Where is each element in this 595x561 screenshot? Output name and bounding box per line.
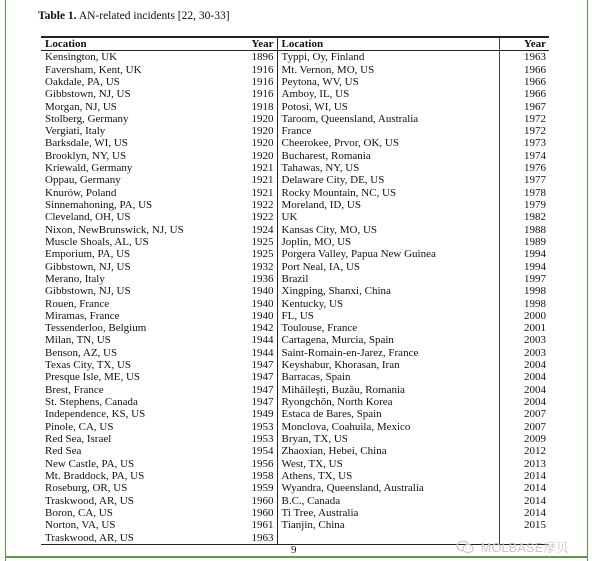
cell-year-left: 1942 <box>251 322 274 335</box>
table-row <box>41 150 549 162</box>
cell-year-left: 1896 <box>251 51 274 64</box>
cell-year-right: 1967 <box>499 101 549 113</box>
cell-year-right: 1994 <box>499 248 549 260</box>
cell-year-left: 1918 <box>251 100 274 113</box>
cell-location-left: Norton, VA, US <box>45 519 116 532</box>
table-row <box>41 248 549 260</box>
cell-year-right: 1972 <box>499 125 549 137</box>
cell-year-right: 1963 <box>499 51 549 64</box>
cell-year-right: 1976 <box>499 162 549 174</box>
cell-location-left: Nixon, NewBrunswick, NJ, US <box>45 223 184 236</box>
cell-year-left: 1947 <box>251 396 274 409</box>
cell-year-left: 1947 <box>251 359 274 372</box>
page-number: 9 <box>291 544 297 556</box>
table-row <box>41 347 549 359</box>
cell-location-right: Wyandra, Queensland, Australia <box>277 482 499 494</box>
cell-location-left: Morgan, NJ, US <box>45 100 117 113</box>
cell-location-left: Rouen, France <box>45 297 110 310</box>
cell-location-left: Mt. Braddock, PA, US <box>45 469 145 482</box>
cell-year-left: 1920 <box>251 149 274 162</box>
table-row <box>41 298 549 310</box>
cell-location-right: Tahawas, NY, US <box>277 162 499 174</box>
cell-location-right: West, TX, US <box>277 458 499 470</box>
cell-year-left: 1960 <box>251 494 274 507</box>
table-row <box>41 507 549 519</box>
table-row <box>41 162 549 174</box>
cell-location-left: Stolberg, Germany <box>45 112 129 125</box>
cell-year-left: 1936 <box>251 272 274 285</box>
cell-location-right: Kansas City, MO, US <box>277 224 499 236</box>
cell-year-right: 2003 <box>499 334 549 346</box>
cell-location-left: Boron, CA, US <box>45 506 113 519</box>
cell-year-right: 1988 <box>499 224 549 236</box>
cell-location-left: Emporium, PA, US <box>45 248 131 261</box>
cell-location-left: Brest, France <box>45 383 104 396</box>
table-row <box>41 88 549 100</box>
cell-location-left: St. Stephens, Canada <box>45 396 138 409</box>
cell-location-left: Milan, TN, US <box>45 334 111 347</box>
cell-location-left: Miramas, France <box>45 309 120 322</box>
table-row <box>41 174 549 186</box>
cell-location-right: Saint-Romain-en-Jarez, France <box>277 347 499 359</box>
cell-year-left: 1963 <box>251 531 274 544</box>
cell-location-left: Presque Isle, ME, US <box>45 371 141 384</box>
cell-location-left: Tessenderloo, Belgium <box>45 322 147 335</box>
cell-year-right: 1973 <box>499 137 549 149</box>
cell-location-right: FL, US <box>277 310 499 322</box>
cell-location-right: Cartagena, Murcia, Spain <box>277 334 499 346</box>
cell-location-left: Gibbstown, NJ, US <box>45 260 131 273</box>
cell-year-left: 1921 <box>251 186 274 199</box>
cell-year-right: 2004 <box>499 371 549 383</box>
table-row <box>41 334 549 346</box>
table-row <box>41 408 549 420</box>
cell-location-left: Independence, KS, US <box>45 408 146 421</box>
cell-location-right: Monclova, Coahuila, Mexico <box>277 421 499 433</box>
cell-year-left: 1949 <box>251 408 274 421</box>
cell-location-right: Toulouse, France <box>277 322 499 334</box>
cell-location-right: Ryongchŏn, North Korea <box>277 396 499 408</box>
cell-year-left: 1920 <box>251 137 274 150</box>
table-row <box>41 445 549 457</box>
cell-year-right: 2014 <box>499 507 549 519</box>
cell-location-right: Barracas, Spain <box>277 371 499 383</box>
cell-location-right: Porgera Valley, Papua New Guinea <box>277 248 499 260</box>
cell-year-right: 2003 <box>499 347 549 359</box>
cell-location-left: Oppau, Germany <box>45 174 121 187</box>
cell-year-right: 2014 <box>499 470 549 482</box>
table-row <box>41 113 549 125</box>
cell-location-right: Athens, TX, US <box>277 470 499 482</box>
table-row <box>41 51 549 64</box>
cell-year-left: 1921 <box>251 162 274 175</box>
cell-year-left: 1940 <box>251 297 274 310</box>
cell-location-left: Barksdale, WI, US <box>45 137 128 150</box>
cell-location-left: Brooklyn, NY, US <box>45 149 127 162</box>
cell-location-left: Traskwood, AR, US <box>45 494 134 507</box>
cell-location-left: Roseburg, OR, US <box>45 482 128 495</box>
cell-location-right: Xingping, Shanxi, China <box>277 285 499 297</box>
cell-location-left: Vergiati, Italy <box>45 125 106 138</box>
cell-year-left: 1953 <box>251 420 274 433</box>
cell-year-left: 1916 <box>251 75 274 88</box>
cell-year-left: 1921 <box>251 174 274 187</box>
table-row <box>41 482 549 494</box>
cell-location-right: France <box>277 125 499 137</box>
header-location-right: Location <box>277 37 499 51</box>
cell-location-left: Gibbstown, NJ, US <box>45 88 131 101</box>
cell-year-right: 1977 <box>499 174 549 186</box>
table-row <box>41 261 549 273</box>
cell-year-left: 1944 <box>251 346 274 359</box>
table-row <box>41 495 549 507</box>
cell-year-left: 1925 <box>251 248 274 261</box>
table-row <box>41 64 549 76</box>
cell-location-left: Red Sea <box>45 445 82 458</box>
cell-location-left: Kensington, UK <box>45 51 118 64</box>
cell-year-right: 1998 <box>499 298 549 310</box>
cell-location-right: Tianjin, China <box>277 519 499 531</box>
cell-location-left: Sinnemahoning, PA, US <box>45 199 153 212</box>
table-row <box>41 458 549 470</box>
cell-year-right: 2000 <box>499 310 549 322</box>
cell-year-right: 2004 <box>499 359 549 371</box>
cell-year-right: 2007 <box>499 421 549 433</box>
cell-year-left: 1958 <box>251 469 274 482</box>
cell-year-right: 2014 <box>499 495 549 507</box>
cell-year-left: 1960 <box>251 506 274 519</box>
cell-location-left: Cleveland, OH, US <box>45 211 131 224</box>
table-row <box>41 101 549 113</box>
table-row <box>41 470 549 482</box>
cell-year-left: 1944 <box>251 334 274 347</box>
cell-location-left: Faversham, Kent, UK <box>45 63 142 76</box>
cell-year-right: 1974 <box>499 150 549 162</box>
chat-bubble-icon <box>456 540 474 557</box>
cell-location-left: Benson, AZ, US <box>45 346 118 359</box>
cell-year-left: 1940 <box>251 285 274 298</box>
table-row <box>41 224 549 236</box>
header-year-left: Year <box>251 38 274 50</box>
cell-year-left: 1924 <box>251 223 274 236</box>
cell-location-right: Port Neal, IA, US <box>277 261 499 273</box>
table-row <box>41 396 549 408</box>
table-row <box>41 519 549 531</box>
cell-location-right: Zhaoxian, Hebei, China <box>277 445 499 457</box>
table-row <box>41 322 549 334</box>
cell-location-right: Brazil <box>277 273 499 285</box>
cell-year-left: 1947 <box>251 383 274 396</box>
cell-year-right: 2013 <box>499 458 549 470</box>
cell-year-right: 1979 <box>499 199 549 211</box>
cell-location-right: Ti Tree, Australia <box>277 507 499 519</box>
cell-year-right: 1989 <box>499 236 549 248</box>
cell-year-left: 1920 <box>251 112 274 125</box>
cell-location-right: Kentucky, US <box>277 298 499 310</box>
caption-text: AN-related incidents [22, 30-33] <box>78 10 230 22</box>
cell-year-right: 1982 <box>499 211 549 223</box>
cell-year-right: 1994 <box>499 261 549 273</box>
cell-year-right: 2012 <box>499 445 549 457</box>
cell-year-left: 1922 <box>251 199 274 212</box>
cell-location-right: Estaca de Bares, Spain <box>277 408 499 420</box>
cell-location-left: Texas City, TX, US <box>45 359 132 372</box>
cell-year-left: 1940 <box>251 309 274 322</box>
table-row <box>41 137 549 149</box>
header-location-left: Location <box>45 38 87 50</box>
cell-location-left: Gibbstown, NJ, US <box>45 285 131 298</box>
cell-year-right: 1998 <box>499 285 549 297</box>
watermark-text: MOLBASE摩贝 <box>480 541 569 555</box>
cell-year-left: 1916 <box>251 88 274 101</box>
cell-location-right: B.C., Canada <box>277 495 499 507</box>
cell-location-right: Peytona, WV, US <box>277 76 499 88</box>
cell-location-right: Delaware City, DE, US <box>277 174 499 186</box>
table-row <box>41 76 549 88</box>
table-body <box>41 51 549 545</box>
incidents-table <box>41 36 549 545</box>
table-row <box>41 125 549 137</box>
cell-location-right: Bryan, TX, US <box>277 433 499 445</box>
cell-year-right: 2015 <box>499 519 549 531</box>
cell-year-left: 1961 <box>251 519 274 532</box>
cell-year-right: 2009 <box>499 433 549 445</box>
table-row <box>41 384 549 396</box>
cell-year-left: 1954 <box>251 445 274 458</box>
table-row <box>41 273 549 285</box>
cell-location-left: Kriewald, Germany <box>45 162 133 175</box>
table-row <box>41 371 549 383</box>
table-row <box>41 199 549 211</box>
table-row <box>41 310 549 322</box>
cell-location-left: New Castle, PA, US <box>45 457 135 470</box>
cell-year-left: 1932 <box>251 260 274 273</box>
cell-location-left: Knurów, Poland <box>45 186 117 199</box>
cell-year-left: 1956 <box>251 457 274 470</box>
cell-year-left: 1947 <box>251 371 274 384</box>
table-row <box>41 211 549 223</box>
cell-year-left: 1953 <box>251 432 274 445</box>
cell-location-right: Mt. Vernon, MO, US <box>277 64 499 76</box>
watermark <box>456 538 569 557</box>
cell-location-left: Merano, Italy <box>45 272 105 285</box>
cell-location-right: Potosi, WI, US <box>277 101 499 113</box>
cell-year-right: 2001 <box>499 322 549 334</box>
cell-location-right: Mihăileşti, Buzău, Romania <box>277 384 499 396</box>
cell-year-left: 1920 <box>251 125 274 138</box>
cell-location-right: Cheerokee, Prvor, OK, US <box>277 137 499 149</box>
cell-location-right: Bucharest, Romania <box>277 150 499 162</box>
cell-location-left: Oakdale, PA, US <box>45 75 120 88</box>
table-row <box>41 433 549 445</box>
table-row <box>41 285 549 297</box>
cell-year-right: 2004 <box>499 396 549 408</box>
header-year-right: Year <box>499 37 549 51</box>
cell-year-left: 1925 <box>251 235 274 248</box>
cell-location-right: Moreland, ID, US <box>277 199 499 211</box>
cell-location-left: Traskwood, AR, US <box>45 531 134 544</box>
cell-location-left: Red Sea, Israel <box>45 432 112 445</box>
cell-year-left: 1959 <box>251 482 274 495</box>
cell-location-left: Muscle Shoals, AL, US <box>45 235 149 248</box>
table-caption <box>38 10 230 22</box>
table-row <box>41 236 549 248</box>
cell-location-right: Keyshabur, Khorasan, Iran <box>277 359 499 371</box>
cell-year-right: 1966 <box>499 76 549 88</box>
cell-year-right: 1966 <box>499 64 549 76</box>
caption-label: Table 1. <box>38 10 77 22</box>
cell-location-right: UK <box>277 211 499 223</box>
cell-location-right: Amboy, IL, US <box>277 88 499 100</box>
cell-year-left: 1922 <box>251 211 274 224</box>
cell-location-right: Joplin, MO, US <box>277 236 499 248</box>
cell-year-right: 2014 <box>499 482 549 494</box>
cell-location-right: Rocky Mountain, NC, US <box>277 187 499 199</box>
table-row <box>41 421 549 433</box>
table-row <box>41 359 549 371</box>
cell-year-right: 2007 <box>499 408 549 420</box>
cell-year-right: 1972 <box>499 113 549 125</box>
cell-location-left: Pinole, CA, US <box>45 420 114 433</box>
cell-year-right: 1966 <box>499 88 549 100</box>
cell-year-right: 1978 <box>499 187 549 199</box>
table-header-row <box>41 37 549 51</box>
cell-year-left: 1916 <box>251 63 274 76</box>
cell-location-right: Typpi, Oy, Finland <box>277 51 499 64</box>
cell-year-right: 1997 <box>499 273 549 285</box>
cell-location-right: Taroom, Queensland, Australia <box>277 113 499 125</box>
table-row <box>41 187 549 199</box>
cell-year-right: 2004 <box>499 384 549 396</box>
